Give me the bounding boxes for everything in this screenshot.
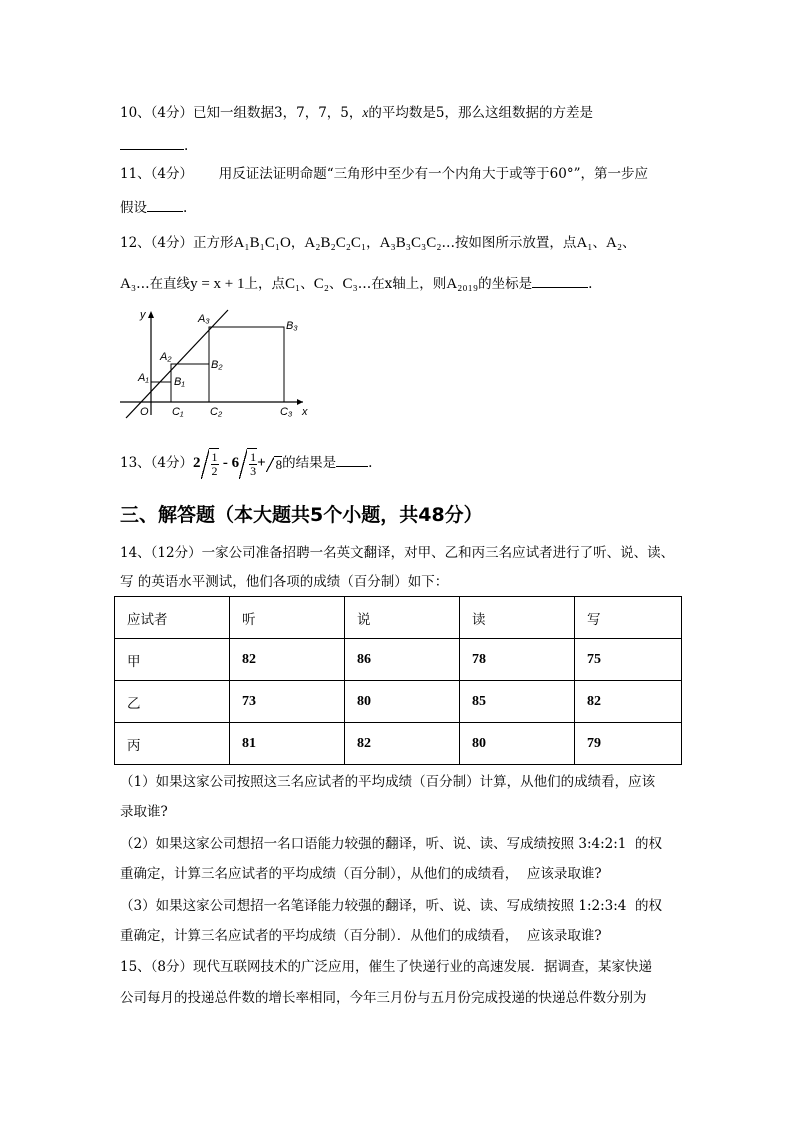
q13-prefix: 13、（4分） bbox=[120, 455, 194, 471]
table-cell: 85 bbox=[460, 681, 575, 723]
label-origin: O bbox=[140, 406, 149, 418]
q12-square-3: A₃B₃C₃C₂ bbox=[379, 235, 442, 251]
question-10-answer-line bbox=[120, 135, 188, 156]
answer-blank[interactable] bbox=[120, 135, 184, 150]
label-c2: C₂ bbox=[210, 406, 223, 418]
table-cell: 82 bbox=[575, 681, 682, 723]
q12-p4: 上，点 bbox=[244, 276, 285, 292]
q12-p5: …在x轴上，则 bbox=[357, 276, 447, 292]
q12-p3: …在直线 bbox=[136, 276, 191, 292]
header-cell: 应试者 bbox=[115, 597, 230, 639]
label-b3: B₃ bbox=[286, 320, 298, 332]
label-a1: A₁ bbox=[138, 372, 149, 384]
question-14-line1: 14、（12分）一家公司准备招聘一名英文翻译，对甲、乙和丙三名应试者进行了听、说、读、 bbox=[120, 545, 675, 561]
q10-suffix: 的平均数是5，那么这组数据的方差是 bbox=[368, 105, 593, 121]
q12-end: . bbox=[588, 276, 593, 292]
q11-end: . bbox=[183, 200, 188, 216]
q12-comma: 、 bbox=[622, 235, 636, 251]
q14-sub3-line1: （3）如果这家公司想招一名笔译能力较强的翻译，听、说、读、写成绩按照 1:2:3:4 的权 bbox=[120, 898, 662, 914]
q11-line2-prefix: 假设 bbox=[120, 200, 147, 216]
header-cell: 读 bbox=[460, 597, 575, 639]
q12-target-point: A₂₀₁₉ bbox=[446, 276, 479, 292]
question-10 bbox=[120, 103, 593, 123]
header-cell: 说 bbox=[345, 597, 460, 639]
q13-plus: + bbox=[257, 455, 266, 471]
label-a2: A₂ bbox=[160, 351, 172, 363]
q13-fraction-1-den: 2 bbox=[211, 464, 218, 478]
table-cell: 86 bbox=[345, 639, 460, 681]
table-cell: 79 bbox=[575, 723, 682, 765]
q13-fraction-1 bbox=[211, 451, 219, 478]
label-y: y bbox=[140, 309, 146, 321]
q12-point-a3: A₃ bbox=[120, 276, 137, 292]
q12-p6: 的坐标是 bbox=[478, 276, 533, 292]
table-row bbox=[115, 639, 682, 681]
q12-comma: 、 bbox=[300, 276, 314, 292]
q13-suffix: 的结果是 bbox=[282, 455, 337, 471]
table-cell: 81 bbox=[230, 723, 345, 765]
label-b2: B₂ bbox=[211, 359, 223, 371]
q12-line-equation: y = x + 1 bbox=[190, 276, 245, 292]
table-cell: 75 bbox=[575, 639, 682, 681]
table-cell: 丙 bbox=[115, 723, 230, 765]
q11-line1: 11、（4分） 用反证法证明命题“三角形中至少有一个内角大于或等于60°”，第一步应 bbox=[120, 166, 648, 182]
q13-fraction-2-num: 1 bbox=[250, 450, 257, 464]
question-14-line2: 写 的英语水平测试，他们各项的成绩（百分制）如下： bbox=[120, 574, 449, 590]
table-cell: 乙 bbox=[115, 681, 230, 723]
q12-point-a1: A₁ bbox=[576, 235, 593, 251]
q13-minus-coef: - 6 bbox=[222, 455, 240, 471]
table-row bbox=[115, 723, 682, 765]
square-1 bbox=[151, 382, 171, 402]
label-b1: B₁ bbox=[174, 376, 185, 388]
table-cell: 78 bbox=[460, 639, 575, 681]
header-cell: 听 bbox=[230, 597, 345, 639]
question-12-line2 bbox=[120, 273, 592, 294]
label-a3: A₃ bbox=[198, 313, 210, 325]
q10-end: . bbox=[184, 138, 189, 154]
q13-end: . bbox=[368, 455, 373, 471]
question-12 bbox=[120, 233, 636, 253]
q12-point-c1: C₁ bbox=[284, 276, 301, 292]
table-cell: 甲 bbox=[115, 639, 230, 681]
q13-fraction-2-den: 3 bbox=[250, 464, 257, 478]
table-row bbox=[115, 681, 682, 723]
q13-fraction-2 bbox=[249, 451, 257, 478]
q13-sqrt-2 bbox=[247, 448, 257, 479]
label-c1: C₁ bbox=[172, 406, 184, 418]
q14-sub1-line2: 录取谁? bbox=[120, 804, 168, 820]
x-axis-arrow bbox=[297, 399, 303, 405]
answer-blank[interactable] bbox=[336, 452, 368, 467]
question-11 bbox=[120, 164, 648, 184]
q13-fraction-1-num: 1 bbox=[211, 450, 218, 464]
q14-sub2-line1: （2）如果这家公司想招一名口语能力较强的翻译，听、说、读、写成绩按照 3:4:2:1 的权 bbox=[120, 836, 662, 852]
y-axis-arrow bbox=[148, 311, 154, 318]
label-x: x bbox=[302, 406, 308, 418]
q10-prefix: 10、（4分）已知一组数据3，7，7，5， bbox=[120, 105, 363, 121]
q12-p2: …按如图所示放置，点 bbox=[441, 235, 577, 251]
table-cell: 73 bbox=[230, 681, 345, 723]
q12-comma: 、 bbox=[328, 276, 343, 292]
q13-sqrt-3: 8 bbox=[275, 456, 283, 472]
squares-figure bbox=[118, 305, 318, 420]
question-13 bbox=[120, 448, 372, 479]
q14-sub2-line2: 重确定，计算三名应试者的平均成绩（百分制），从他们的成绩看， 应该录取谁? bbox=[120, 866, 602, 882]
question-15-line2: 公司每月的投递总件数的增长率相同，今年三月份与五月份完成投递的快递总件数分别为 bbox=[120, 990, 647, 1006]
answer-blank[interactable] bbox=[147, 197, 183, 212]
table-cell: 80 bbox=[460, 723, 575, 765]
q12-comma: 、 bbox=[592, 235, 606, 251]
answer-blank[interactable] bbox=[532, 273, 588, 288]
q10-variable: x bbox=[362, 105, 369, 120]
q14-sub1-line1: （1）如果这家公司按照这三名应试者的平均成绩（百分制）计算，从他们的成绩看，应该 bbox=[120, 774, 656, 790]
question-15-line1: 15、（8分）现代互联网技术的广泛应用，催生了快递行业的高速发展．据调查，某家快递 bbox=[120, 959, 653, 975]
section-3-heading: 三、解答题（本大题共5个小题，共48分） bbox=[120, 504, 483, 526]
q12-point-c3: C₃ bbox=[342, 276, 358, 292]
table-cell: 82 bbox=[345, 723, 460, 765]
header-cell: 写 bbox=[575, 597, 682, 639]
table-cell: 80 bbox=[345, 681, 460, 723]
q12-square-1: A₁B₁C₁O bbox=[233, 235, 291, 251]
table-cell: 82 bbox=[230, 639, 345, 681]
q13-sqrt-1 bbox=[209, 448, 219, 479]
label-c3: C₃ bbox=[280, 406, 293, 418]
q12-sep1: ， bbox=[290, 235, 305, 251]
table-header-row bbox=[115, 597, 682, 639]
q13-coef-1: 2 bbox=[193, 455, 201, 471]
scores-table bbox=[114, 596, 682, 765]
q12-p1: 12、（4分）正方形 bbox=[120, 235, 234, 251]
q12-point-a2: A₂ bbox=[606, 235, 623, 251]
q14-sub3-line2: 重确定，计算三名应试者的平均成绩（百分制）．从他们的成绩看， 应该录取谁? bbox=[120, 928, 602, 944]
q12-square-2: A₂B₂C₂C₁ bbox=[304, 235, 367, 251]
q12-point-c2: C₂ bbox=[313, 276, 329, 292]
q12-sep2: ， bbox=[366, 235, 380, 251]
question-11-line2 bbox=[120, 197, 187, 218]
